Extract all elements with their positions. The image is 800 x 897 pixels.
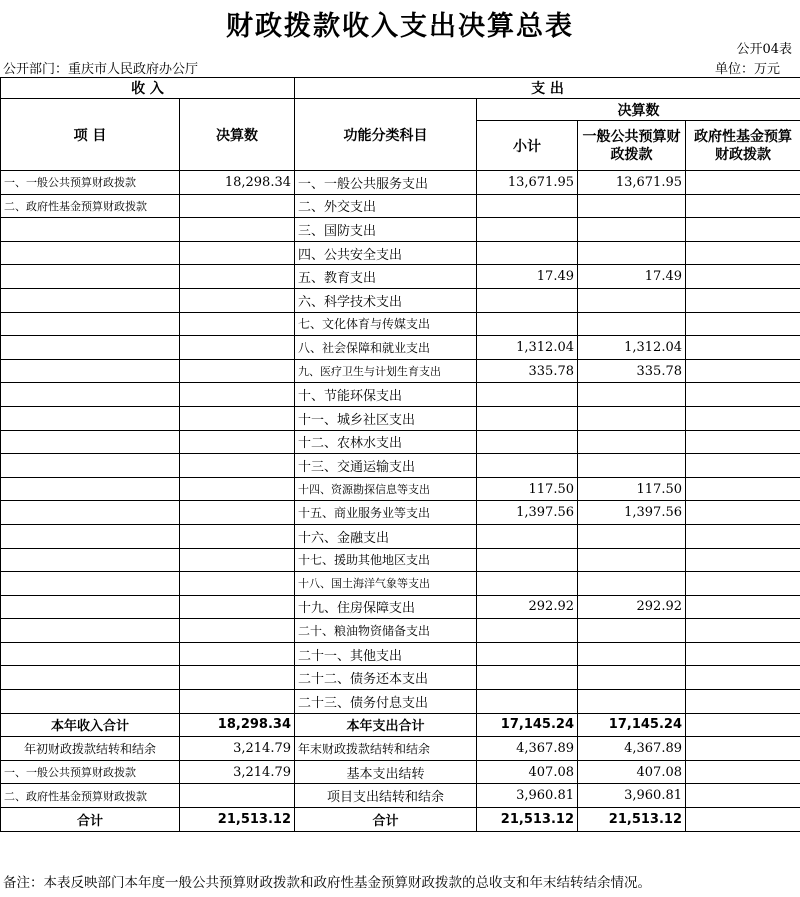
table-row [1,218,800,242]
fund-budget-cell [686,808,800,832]
fund-budget-cell [686,359,800,383]
subtotal-cell [477,218,578,242]
fund-budget-cell [686,336,800,360]
fund-budget-cell [686,383,800,407]
fund-budget-cell [686,312,800,336]
subtotal-cell [477,548,578,572]
general-budget-cell: 17,145.24 [578,713,686,737]
income-amount-cell [180,548,295,572]
income-amount-cell [180,477,295,501]
income-amount-cell [180,406,295,430]
subtotal-cell [477,406,578,430]
income-amount-cell [180,595,295,619]
expense-header: 支 出 [295,78,800,99]
fund-budget-cell [686,171,800,195]
income-item-cell [1,666,180,690]
footnote: 备注：本表反映部门本年度一般公共预算财政拨款和政府性基金预算财政拨款的总收支和年末结转结余情况。 [3,875,651,891]
fund-budget-cell [686,454,800,478]
income-item-cell [1,406,180,430]
function-category-cell: 四、公共安全支出 [295,241,477,265]
general-budget-cell [578,430,686,454]
subtotal-cell [477,430,578,454]
subtotal-cell: 3,960.81 [477,784,578,808]
table-row [1,760,800,784]
function-category-cell: 二、外交支出 [295,194,477,218]
income-amount-cell [180,524,295,548]
income-item-cell [1,359,180,383]
general-budget-cell [578,524,686,548]
table-row [1,619,800,643]
fund-budget-cell [686,642,800,666]
subtotal-cell: 13,671.95 [477,171,578,195]
table-row [1,713,800,737]
income-item-cell [1,642,180,666]
income-item-cell [1,477,180,501]
table-row [1,595,800,619]
income-amount-cell [180,454,295,478]
fund-budget-cell [686,194,800,218]
table-row [1,642,800,666]
income-amount-cell [180,265,295,289]
table-row [1,359,800,383]
fund-budget-cell [686,218,800,242]
subtotal-cell [477,194,578,218]
table-row [1,171,800,195]
income-amount-cell [180,312,295,336]
general-budget-cell: 13,671.95 [578,171,686,195]
subtotal-header: 小计 [477,121,578,171]
general-budget-cell [578,218,686,242]
general-budget-cell [578,194,686,218]
income-amount-cell: 18,298.34 [180,171,295,195]
income-item-cell [1,690,180,714]
general-budget-cell [578,241,686,265]
income-amount-cell [180,690,295,714]
table-row [1,501,800,525]
function-category-cell: 二十一、其他支出 [295,642,477,666]
subtotal-cell: 17.49 [477,265,578,289]
table-row [1,690,800,714]
income-item-cell [1,288,180,312]
general-budget-cell [578,454,686,478]
fund-budget-header: 政府性基金预算财政拨款 [686,121,800,171]
fund-budget-cell [686,501,800,525]
function-category-cell: 三、国防支出 [295,218,477,242]
table-row [1,265,800,289]
subtotal-cell [477,312,578,336]
form-number: 公开04表 [736,42,792,57]
subtotal-cell [477,572,578,596]
income-item-cell: 一、一般公共预算财政拨款 [1,171,180,195]
income-amount-cell [180,383,295,407]
subtotal-cell [477,666,578,690]
fund-budget-cell [686,595,800,619]
income-amount-cell: 18,298.34 [180,713,295,737]
function-category-cell: 六、科学技术支出 [295,288,477,312]
item-header: 项 目 [1,99,180,171]
table-row [1,454,800,478]
subtotal-cell: 1,312.04 [477,336,578,360]
department-label: 公开部门：重庆市人民政府办公厅 [3,62,199,77]
income-amount-cell [180,430,295,454]
income-amount-cell [180,194,295,218]
subtotal-cell [477,524,578,548]
function-category-cell: 十四、资源勘探信息等支出 [295,477,477,501]
income-amount-cell [180,288,295,312]
fund-budget-cell [686,524,800,548]
fund-budget-cell [686,737,800,761]
income-amount-cell [180,218,295,242]
income-item-cell [1,572,180,596]
subtotal-cell [477,454,578,478]
fund-budget-cell [686,784,800,808]
income-item-cell: 合计 [1,808,180,832]
general-budget-cell: 1,312.04 [578,336,686,360]
function-category-cell: 十七、援助其他地区支出 [295,548,477,572]
fund-budget-cell [686,713,800,737]
income-item-cell [1,595,180,619]
subtotal-cell: 21,513.12 [477,808,578,832]
table-row [1,808,800,832]
fund-budget-cell [686,477,800,501]
table-row [1,194,800,218]
subtotal-cell [477,288,578,312]
income-item-cell [1,336,180,360]
fund-budget-cell [686,265,800,289]
income-amount-cell [180,336,295,360]
table-row [1,784,800,808]
general-budget-cell [578,572,686,596]
income-amount-cell [180,241,295,265]
table-row [1,288,800,312]
function-category-cell: 八、社会保障和就业支出 [295,336,477,360]
income-item-cell [1,265,180,289]
subtotal-cell: 4,367.89 [477,737,578,761]
general-budget-cell [578,288,686,312]
table-row [1,548,800,572]
general-budget-cell: 117.50 [578,477,686,501]
function-category-cell: 九、医疗卫生与计划生育支出 [295,359,477,383]
subtotal-cell [477,690,578,714]
table-row [1,312,800,336]
table-row [1,666,800,690]
subtotal-cell [477,241,578,265]
income-item-cell [1,218,180,242]
general-budget-cell: 21,513.12 [578,808,686,832]
function-category-cell: 十二、农林水支出 [295,430,477,454]
income-item-cell: 年初财政拨款结转和结余 [1,737,180,761]
function-category-cell: 五、教育支出 [295,265,477,289]
income-header: 收 入 [1,78,295,99]
income-amount-cell [180,619,295,643]
income-item-cell: 一、一般公共预算财政拨款 [1,760,180,784]
income-item-cell [1,430,180,454]
income-amount-cell [180,784,295,808]
income-item-cell [1,501,180,525]
function-category-header: 功能分类科目 [295,99,477,171]
subtotal-cell [477,619,578,643]
table-row [1,737,800,761]
fund-budget-cell [686,666,800,690]
general-budget-cell [578,312,686,336]
function-category-cell: 十一、城乡社区支出 [295,406,477,430]
general-budget-cell [578,619,686,643]
function-category-cell: 十八、国土海洋气象等支出 [295,572,477,596]
income-item-cell [1,524,180,548]
subtotal-cell [477,383,578,407]
income-amount-cell [180,666,295,690]
general-budget-cell: 292.92 [578,595,686,619]
table-row [1,336,800,360]
general-budget-cell: 17.49 [578,265,686,289]
general-budget-cell: 4,367.89 [578,737,686,761]
income-amount-cell: 3,214.79 [180,737,295,761]
report-title: 财政拨款收入支出决算总表 [226,11,574,42]
income-amount-cell [180,501,295,525]
table-row [1,477,800,501]
income-item-cell: 二、政府性基金预算财政拨款 [1,784,180,808]
fund-budget-cell [686,572,800,596]
income-item-cell [1,241,180,265]
subtotal-cell [477,642,578,666]
function-category-cell: 项目支出结转和结余 [295,784,477,808]
general-budget-cell [578,690,686,714]
income-item-cell: 二、政府性基金预算财政拨款 [1,194,180,218]
income-final-header: 决算数 [180,99,295,171]
final-amount-group-header: 决算数 [477,99,800,121]
fund-budget-cell [686,690,800,714]
income-amount-cell [180,572,295,596]
subtotal-cell: 1,397.56 [477,501,578,525]
general-budget-header: 一般公共预算财政拨款 [578,121,686,171]
income-amount-cell [180,359,295,383]
income-item-cell [1,312,180,336]
function-category-cell: 十九、住房保障支出 [295,595,477,619]
table-row [1,241,800,265]
general-budget-cell: 335.78 [578,359,686,383]
income-amount-cell [180,642,295,666]
income-item-cell [1,383,180,407]
general-budget-cell [578,666,686,690]
general-budget-cell: 407.08 [578,760,686,784]
table-row [1,524,800,548]
function-category-cell: 二十三、债务付息支出 [295,690,477,714]
budget-table [0,77,800,832]
function-category-cell: 十三、交通运输支出 [295,454,477,478]
fund-budget-cell [686,619,800,643]
general-budget-cell: 3,960.81 [578,784,686,808]
subtotal-cell: 335.78 [477,359,578,383]
general-budget-cell [578,642,686,666]
subtotal-cell: 117.50 [477,477,578,501]
fund-budget-cell [686,241,800,265]
income-item-cell [1,619,180,643]
subtotal-cell: 407.08 [477,760,578,784]
function-category-cell: 年末财政拨款结转和结余 [295,737,477,761]
table-row [1,430,800,454]
fund-budget-cell [686,760,800,784]
unit-label: 单位：万元 [714,62,780,77]
table-row [1,572,800,596]
general-budget-cell: 1,397.56 [578,501,686,525]
function-category-cell: 一、一般公共服务支出 [295,171,477,195]
function-category-cell: 七、文化体育与传媒支出 [295,312,477,336]
fund-budget-cell [686,406,800,430]
general-budget-cell [578,406,686,430]
function-category-cell: 本年支出合计 [295,713,477,737]
function-category-cell: 十、节能环保支出 [295,383,477,407]
fund-budget-cell [686,288,800,312]
fund-budget-cell [686,548,800,572]
function-category-cell: 二十二、债务还本支出 [295,666,477,690]
subtotal-cell: 292.92 [477,595,578,619]
subtotal-cell: 17,145.24 [477,713,578,737]
function-category-cell: 十六、金融支出 [295,524,477,548]
income-item-cell [1,548,180,572]
income-item-cell [1,454,180,478]
table-row [1,406,800,430]
income-amount-cell: 3,214.79 [180,760,295,784]
function-category-cell: 基本支出结转 [295,760,477,784]
general-budget-cell [578,548,686,572]
function-category-cell: 合计 [295,808,477,832]
fund-budget-cell [686,430,800,454]
function-category-cell: 十五、商业服务业等支出 [295,501,477,525]
income-amount-cell: 21,513.12 [180,808,295,832]
function-category-cell: 二十、粮油物资储备支出 [295,619,477,643]
general-budget-cell [578,383,686,407]
income-item-cell: 本年收入合计 [1,713,180,737]
table-row [1,383,800,407]
